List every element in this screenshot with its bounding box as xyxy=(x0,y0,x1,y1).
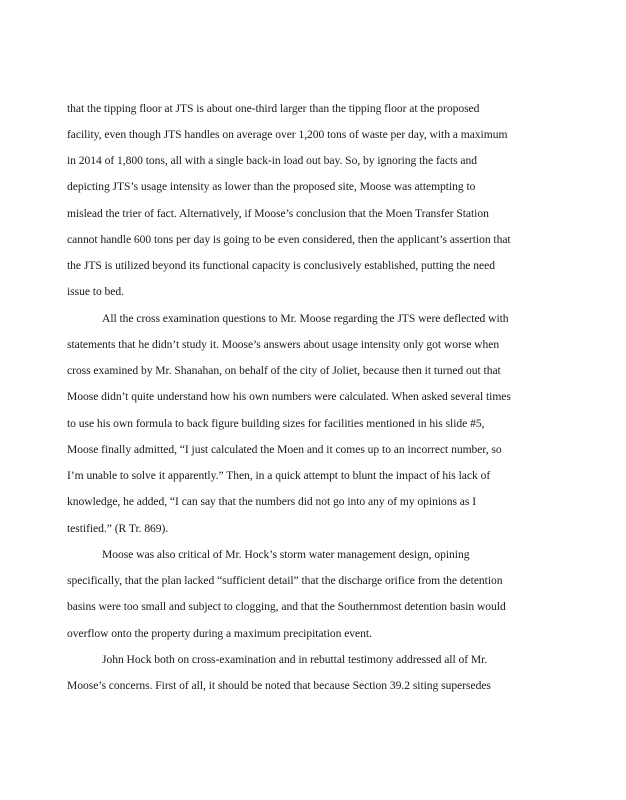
text-line: Moose’s concerns. First of all, it should be noted that because Section 39.2 siting supersedes xyxy=(67,679,491,692)
text-line: basins were too small and subject to clogging, and that the Southernmost detention basin would xyxy=(67,600,506,613)
text-line: issue to bed. xyxy=(67,285,124,298)
text-line: in 2014 of 1,800 tons, all with a single back-in load out bay. So, by ignoring the facts and xyxy=(67,154,478,167)
text-line: testified.” (R Tr. 869). xyxy=(67,522,169,535)
text-line: John Hock both on cross-examination and in rebuttal testimony addressed all of Mr. xyxy=(102,653,488,666)
text-line: overflow onto the property during a maximum precipitation event. xyxy=(67,627,372,640)
text-line: facility, even though JTS handles on average over 1,200 tons of waste per day, with a maximum xyxy=(67,128,508,141)
text-line: that the tipping floor at JTS is about one-third larger than the tipping floor at the proposed xyxy=(67,102,480,115)
text-line: I’m unable to solve it apparently.” Then, in a quick attempt to blunt the impact of his lack of xyxy=(67,469,491,482)
text-line: knowledge, he added, “I can say that the numbers did not go into any of my opinions as I xyxy=(67,495,477,508)
text-line: the JTS is utilized beyond its functional capacity is conclusively established, putting the need xyxy=(67,259,495,272)
text-line: Moose was also critical of Mr. Hock’s storm water management design, opining xyxy=(102,548,470,561)
text-line: mislead the trier of fact. Alternatively, if Moose’s conclusion that the Moen Transfer Station xyxy=(67,207,489,220)
text-line: cannot handle 600 tons per day is going to be even considered, then the applicant’s assertion that xyxy=(67,233,511,246)
text-line: Moose finally admitted, “I just calculated the Moen and it comes up to an incorrect number, so xyxy=(67,443,502,456)
text-line: cross examined by Mr. Shanahan, on behalf of the city of Joliet, because then it turned out that xyxy=(67,364,501,377)
text-line: Moose didn’t quite understand how his own numbers were calculated. When asked several times xyxy=(67,390,511,403)
text-line: All the cross examination questions to Mr. Moose regarding the JTS were deflected with xyxy=(102,312,509,325)
text-line: statements that he didn’t study it. Moose’s answers about usage intensity only got worse when xyxy=(67,338,500,351)
text-line: depicting JTS’s usage intensity as lower than the proposed site, Moose was attempting to xyxy=(67,180,476,193)
text-line: specifically, that the plan lacked “sufficient detail” that the discharge orifice from the detention xyxy=(67,574,503,587)
text-line: to use his own formula to back figure building sizes for facilities mentioned in his slide #5, xyxy=(67,417,485,430)
